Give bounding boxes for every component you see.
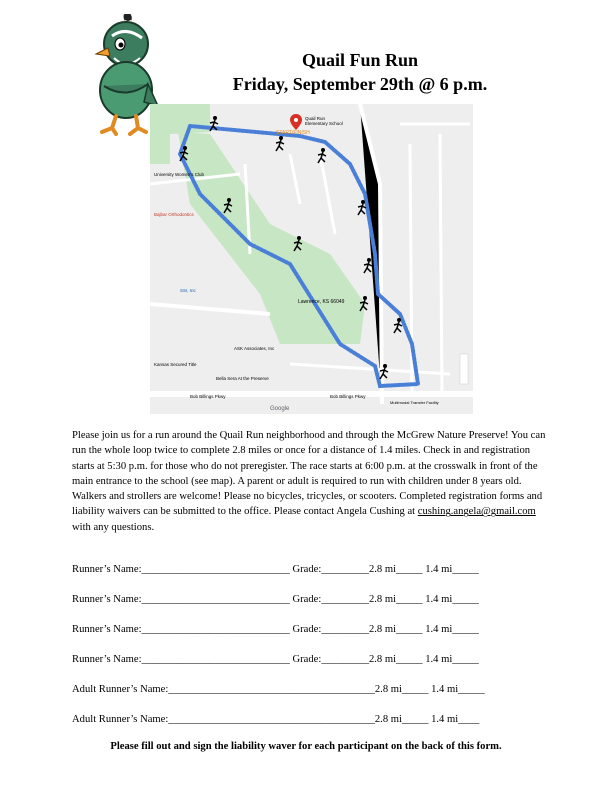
route-map [150, 104, 473, 414]
map-label-road: Bob Billings Pkwy [190, 394, 226, 399]
intro-paragraph: Please join us for a run around the Quail Run neighborhood and through the McGrew Nature Preserve! You can run the whole loop twice to complete 2.8 miles or once for a distance of 1.4 miles. Check in and registration starts at 5:30 p.m. for those who do not preregister. The race starts at 6:00 p.m. at the crosswalk in front of the main entrance to the school (see map). A parent or adult is required to run with children under 8 years old. Walkers and strollers are welcome! Please no bicycles, tricycles, or scooters. Completed registration forms and liability waivers can be submitted to the office. Please contact Angela Cushing at cushing.angela@gmail.com with any questions. [72, 430, 546, 533]
map-label-ssi: SSI, Inc [180, 288, 196, 293]
waiver-note: Please fill out and sign the liability waver for each participant on the back of this form. [110, 741, 502, 752]
map-label-road-2: Bob Billings Pkwy [330, 394, 366, 399]
map-label-start-finish: START/FINISH [276, 130, 310, 136]
map-label-location: Lawrence, KS 66049 [298, 299, 345, 305]
map-label-transfer: Multimodal Transfer Facility [390, 400, 439, 405]
map-label-bella-sera: Bella Sera At the Preserve [216, 376, 269, 381]
contact-email-link[interactable]: cushing.angela@gmail.com [417, 506, 536, 518]
map-label-school-2: Elementary School [305, 121, 343, 126]
runner-name-row[interactable]: Runner’s Name:____________________________ Grade:_________2.8 mi_____ 1.4 mi_____ [72, 564, 479, 575]
map-label-club: University Women's Club [154, 172, 205, 177]
event-date: Friday, September 29th @ 6 p.m. [232, 74, 488, 94]
runner-name-row[interactable]: Runner’s Name:____________________________ Grade:_________2.8 mi_____ 1.4 mi_____ [72, 654, 479, 665]
adult-runner-name-row[interactable]: Adult Runner’s Name:_______________________________________2.8 mi_____ 1.4 mi_____ [72, 684, 485, 695]
map-label-title-co: Kansas Secured Title [154, 362, 197, 367]
runner-name-row[interactable]: Runner’s Name:____________________________ Grade:_________2.8 mi_____ 1.4 mi_____ [72, 594, 479, 605]
map-label-orthodontics: Bajbar Orthodontics [154, 212, 194, 217]
map-label-associates: ASK Associates, Inc [234, 346, 275, 351]
runner-name-row[interactable]: Runner’s Name:____________________________ Grade:_________2.8 mi_____ 1.4 mi_____ [72, 624, 479, 635]
map-label-school: Quail Run [305, 116, 326, 121]
quail-mascot-image [86, 14, 160, 136]
adult-runner-name-row[interactable]: Adult Runner’s Name:_______________________________________2.8 mi_____ 1.4 mi____ [72, 714, 480, 725]
google-logo: Google [270, 406, 290, 412]
page-title: Quail Fun Run [301, 50, 419, 70]
